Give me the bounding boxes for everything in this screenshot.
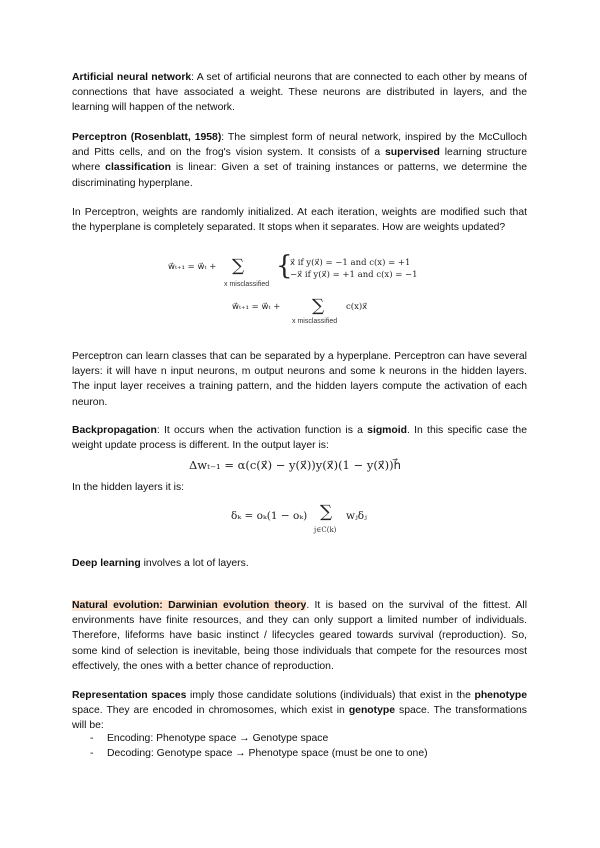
hidden-layers-label: In the hidden layers it is: bbox=[72, 482, 185, 493]
backprop-bold-sigmoid: sigmoid bbox=[367, 425, 408, 436]
representation-text-2: space. They are encoded in chromosomes, which exist in bbox=[72, 705, 349, 717]
layers-paragraph: Perceptron can learn classes that can be separated by a hyperplane. Perceptron can have several layers: it will have n input neurons, m output neurons and some k neurons in the hidden layers. The input layer receives a training pattern, and the hidden layers compute the activation of each neuron. bbox=[72, 351, 527, 408]
perceptron-paragraph bbox=[72, 130, 527, 191]
eq2-sum-symbol: ∑ bbox=[312, 296, 325, 316]
list-item-decoding: - Decoding: Genotype space → Phenotype space (must be one to one) bbox=[72, 746, 428, 761]
perceptron-text-3: is linear: Given a set of training instances or patterns, we determine the discriminating hyperplane. bbox=[72, 162, 527, 189]
eq4-sum-subscript: j∈C(k) bbox=[314, 526, 337, 534]
eq2-sum-subscript: x misclassified bbox=[292, 318, 338, 325]
eq1-lhs: w⃗ₜ₊₁ = w⃗ₜ + bbox=[168, 262, 217, 272]
eq4-lhs: δₖ = oₖ(1 − oₖ) bbox=[231, 510, 308, 522]
eq3-output-layer: Δwₜ₋₁ = α(c(x⃗) − y(x⃗))y(x⃗)(1 − y(x⃗))h⃗ bbox=[189, 458, 401, 472]
perceptron-bold-supervised: supervised bbox=[385, 147, 440, 159]
weights-paragraph: In Perceptron, weights are randomly initialized. At each iteration, weights are modified such that the hyperplane is completely separated. It stops when it separates. How are weights updated? bbox=[72, 207, 527, 234]
representation-text-1: imply those candidate solutions (individuals) that exist in the bbox=[186, 690, 475, 701]
evolution-paragraph bbox=[72, 598, 527, 674]
backprop-text-1: : It occurs when the activation function is a bbox=[156, 425, 368, 436]
eq1-case-2: −x⃗ if y(x⃗) = +1 and c(x) = −1 bbox=[290, 270, 418, 280]
perceptron-bold-classification: classification bbox=[105, 162, 172, 174]
perceptron-text-2: learning structure where bbox=[72, 147, 527, 174]
eq2-lhs: w⃗ₜ₊₁ = w⃗ₜ + bbox=[232, 302, 281, 312]
evolution-term-highlighted: Natural evolution: Darwinian evolution theory bbox=[72, 600, 307, 611]
representation-paragraph bbox=[72, 688, 527, 734]
representation-bold-phenotype: phenotype bbox=[474, 690, 528, 701]
perceptron-text-1: : The simplest form of neural network, inspired by the McCulloch and Pitts cells, and on the frog's vision system. It consists of a bbox=[72, 132, 527, 159]
representation-term: Representation spaces bbox=[72, 690, 187, 701]
eq4-rhs: wⱼδⱼ bbox=[346, 510, 367, 522]
ann-paragraph bbox=[72, 70, 527, 116]
eq1-case-1: x⃗ if y(x⃗) = −1 and c(x) = +1 bbox=[290, 258, 411, 268]
ann-text: : A set of artificial neurons that are connected to each other by means of connections that have associated a weight. These neurons are distributed in layers, and the learning will happen of the network. bbox=[72, 72, 528, 114]
backprop-text-2: . In this specific case the weight update process is different. In the output layer is: bbox=[72, 425, 527, 452]
backprop-paragraph bbox=[72, 423, 527, 453]
list-item-encoding: - Encoding: Phenotype space → Genotype space bbox=[72, 731, 428, 746]
deep-learning-term: Deep learning bbox=[72, 558, 141, 569]
perceptron-term: Perceptron (Rosenblatt, 1958) bbox=[72, 132, 222, 143]
transformations-list bbox=[72, 731, 428, 761]
eq4-sum-symbol: ∑ bbox=[320, 502, 333, 522]
eq2-rhs: c(x)x⃗ bbox=[346, 302, 368, 312]
deep-learning-text: involves a lot of layers. bbox=[140, 558, 249, 569]
representation-text-3: space. The transformations will be: bbox=[72, 705, 527, 732]
eq1-sum-subscript: x misclassified bbox=[224, 281, 270, 288]
deep-learning-paragraph bbox=[72, 556, 527, 571]
backprop-term: Backpropagation bbox=[72, 425, 157, 436]
evolution-text: . It is based on the survival of the fittest. All environments have finite resources, and they can only support a limited number of individuals. Therefore, lifeforms have basic instinct / lifecycles geared towards survival (reproduction). So, some kind of selection is inevitable, being those individuals that compete for the resources most effectively, the ones with a better chance of reproduction. bbox=[72, 600, 527, 672]
representation-bold-genotype: genotype bbox=[348, 705, 395, 717]
eq1-sum-symbol: ∑ bbox=[232, 256, 245, 276]
ann-term: Artificial neural network bbox=[72, 72, 192, 83]
eq1-brace: { bbox=[276, 251, 293, 281]
